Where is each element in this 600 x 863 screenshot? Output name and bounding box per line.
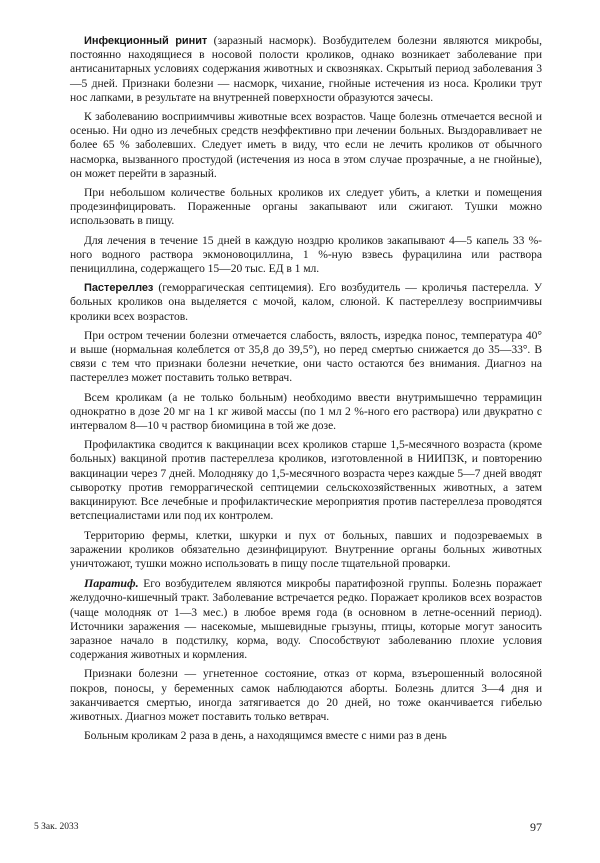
paragraph-pasteurellosis-5: Территорию фермы, клетки, шкурки и пух от больных, павших и подозреваемых в заражении кроликов обязательно дезинфицируют. Внутренние органы больных животных уничтожают, тушки можно использовать в пищу после тщательной проварки.	[70, 528, 542, 570]
term-rhinitis: Инфекционный ринит	[84, 35, 208, 47]
paragraph-pasteurellosis-3: Всем кроликам (а не только больным) необходимо ввести внутримышечно террамицин однократно в дозе 20 мг на 1 кг живой массы (по 1 мл 2 %-ного его раствора) или двукратно с интервалом 8—10 ч раствор биомицина в той же дозе.	[70, 390, 542, 433]
term-paratyphoid: Паратиф.	[84, 576, 139, 591]
paratyphoid-text-1: Его возбудителем являются микробы паратифозной группы. Болезнь поражает желудочно-кишечный тракт. Заболевание встречается редко. Поражает кроликов всех возрастов (чаще молодняк от 1—3 мес.) в любое время года (в основном в летне-осенний период). Источники заражения — насекомые, мышевидные грызуны, птицы, которые могут заносить заразное начало в подстилку, корма, воду. Способствуют заболеванию плохие условия содержания животных и кормления.	[70, 577, 542, 662]
page-number: 97	[530, 820, 542, 834]
paragraph-pasteurellosis-2: При остром течении болезни отмечается слабость, вялость, изредка понос, температура 40° и выше (нормальная колеблется от 35,8 до 39,5°), но перед смертью снижается до 35—33°. В связи с тем что признаки болезни нечеткие, они часто остаются без внимания. Диагноз на пастереллез может поставить только ветврач.	[70, 328, 542, 385]
paragraph-rhinitis-2: К заболеванию восприимчивы животные всех возрастов. Чаще болезнь отмечается весной и осенью. Ни одно из лечебных средств неэффективно при лечении больных. Выздоравливает не более 65 % заболевших. Следует иметь в виду, что если не лечить кроликов от обычного насморка, вызванного простудой (истечения из носа в этом случае прозрачные, а не гнойные), он может перейти в заразный.	[70, 110, 542, 180]
paragraph-paratyphoid-3: Больным кроликам 2 раза в день, а находящимся вместе с ними раз в день	[84, 729, 447, 743]
paragraph-pasteurellosis-intro	[70, 281, 542, 324]
paragraph-paratyphoid-2: Признаки болезни — угнетенное состояние, отказ от корма, взъерошенный волосяной покров, поносы, у беременных самок наблюдаются аборты. Болезнь длится 3—4 дня и заканчивается смертью, иногда затягивается до 20 дней, но тоже оканчивается гибелью животных. Диагноз может поставить только ветврач.	[70, 667, 542, 723]
paragraph-paratyphoid-intro	[70, 576, 542, 662]
rhinitis-text-1: (заразный насморк). Возбудителем болезни являются микробы, постоянно находящиеся в носовой полости кроликов, однако возникает заболевание при антисанитарных условиях содержания животных и сквозняках. Скрытый период заболевания 3—5 дней. Признаки болезни — насморк, чихание, гнойные истечения из носа. Кролики трут нос лапками, в результате на внутренней поверхности образуются зачесы.	[70, 34, 542, 104]
pasteurellosis-text-1: (геморрагическая септицемия). Его возбудитель — кроличья пастерелла. У больных кроликов она выделяется с мочой, калом, слюной. К пастереллезу восприимчивы кролики всех возрастов.	[70, 281, 542, 323]
paragraph-rhinitis-intro	[70, 34, 542, 105]
paragraph-rhinitis-4: Для лечения в течение 15 дней в каждую ноздрю кроликов закапывают 4—5 капель 33 %-ного водного раствора экмоновоциллина, 1 %-ную взвесь фурацилина или раствора пенициллина, содержащего 15—20 тыс. ЕД в 1 мл.	[70, 233, 542, 276]
body-text	[70, 34, 542, 748]
printer-signature: 5 Зак. 2033	[34, 822, 79, 832]
term-pasteurellosis: Пастереллез	[84, 282, 154, 295]
paragraph-pasteurellosis-4: Профилактика сводится к вакцинации всех кроликов старше 1,5-месячного возраста (кроме больных) вакциной против пастереллеза кроликов, изготовленной в НИИПЗК, и повторению вакцинации через 7 дней. Молодняку до 1,5-месячного возраста через каждые 5—7 дней вводят сыворотку против геморрагической септицемии сельскохозяйственных животных, а затем вакцинируют. Все лечебные и профилактические мероприятия против пастереллеза проводятся ветспециалистами или под их контролем.	[70, 438, 542, 523]
paragraph-rhinitis-3: При небольшом количестве больных кроликов их следует убить, а клетки и помещения продезинфицировать. Пораженные органы закапывают или сжигают. Тушки можно использовать в пищу.	[70, 186, 542, 228]
